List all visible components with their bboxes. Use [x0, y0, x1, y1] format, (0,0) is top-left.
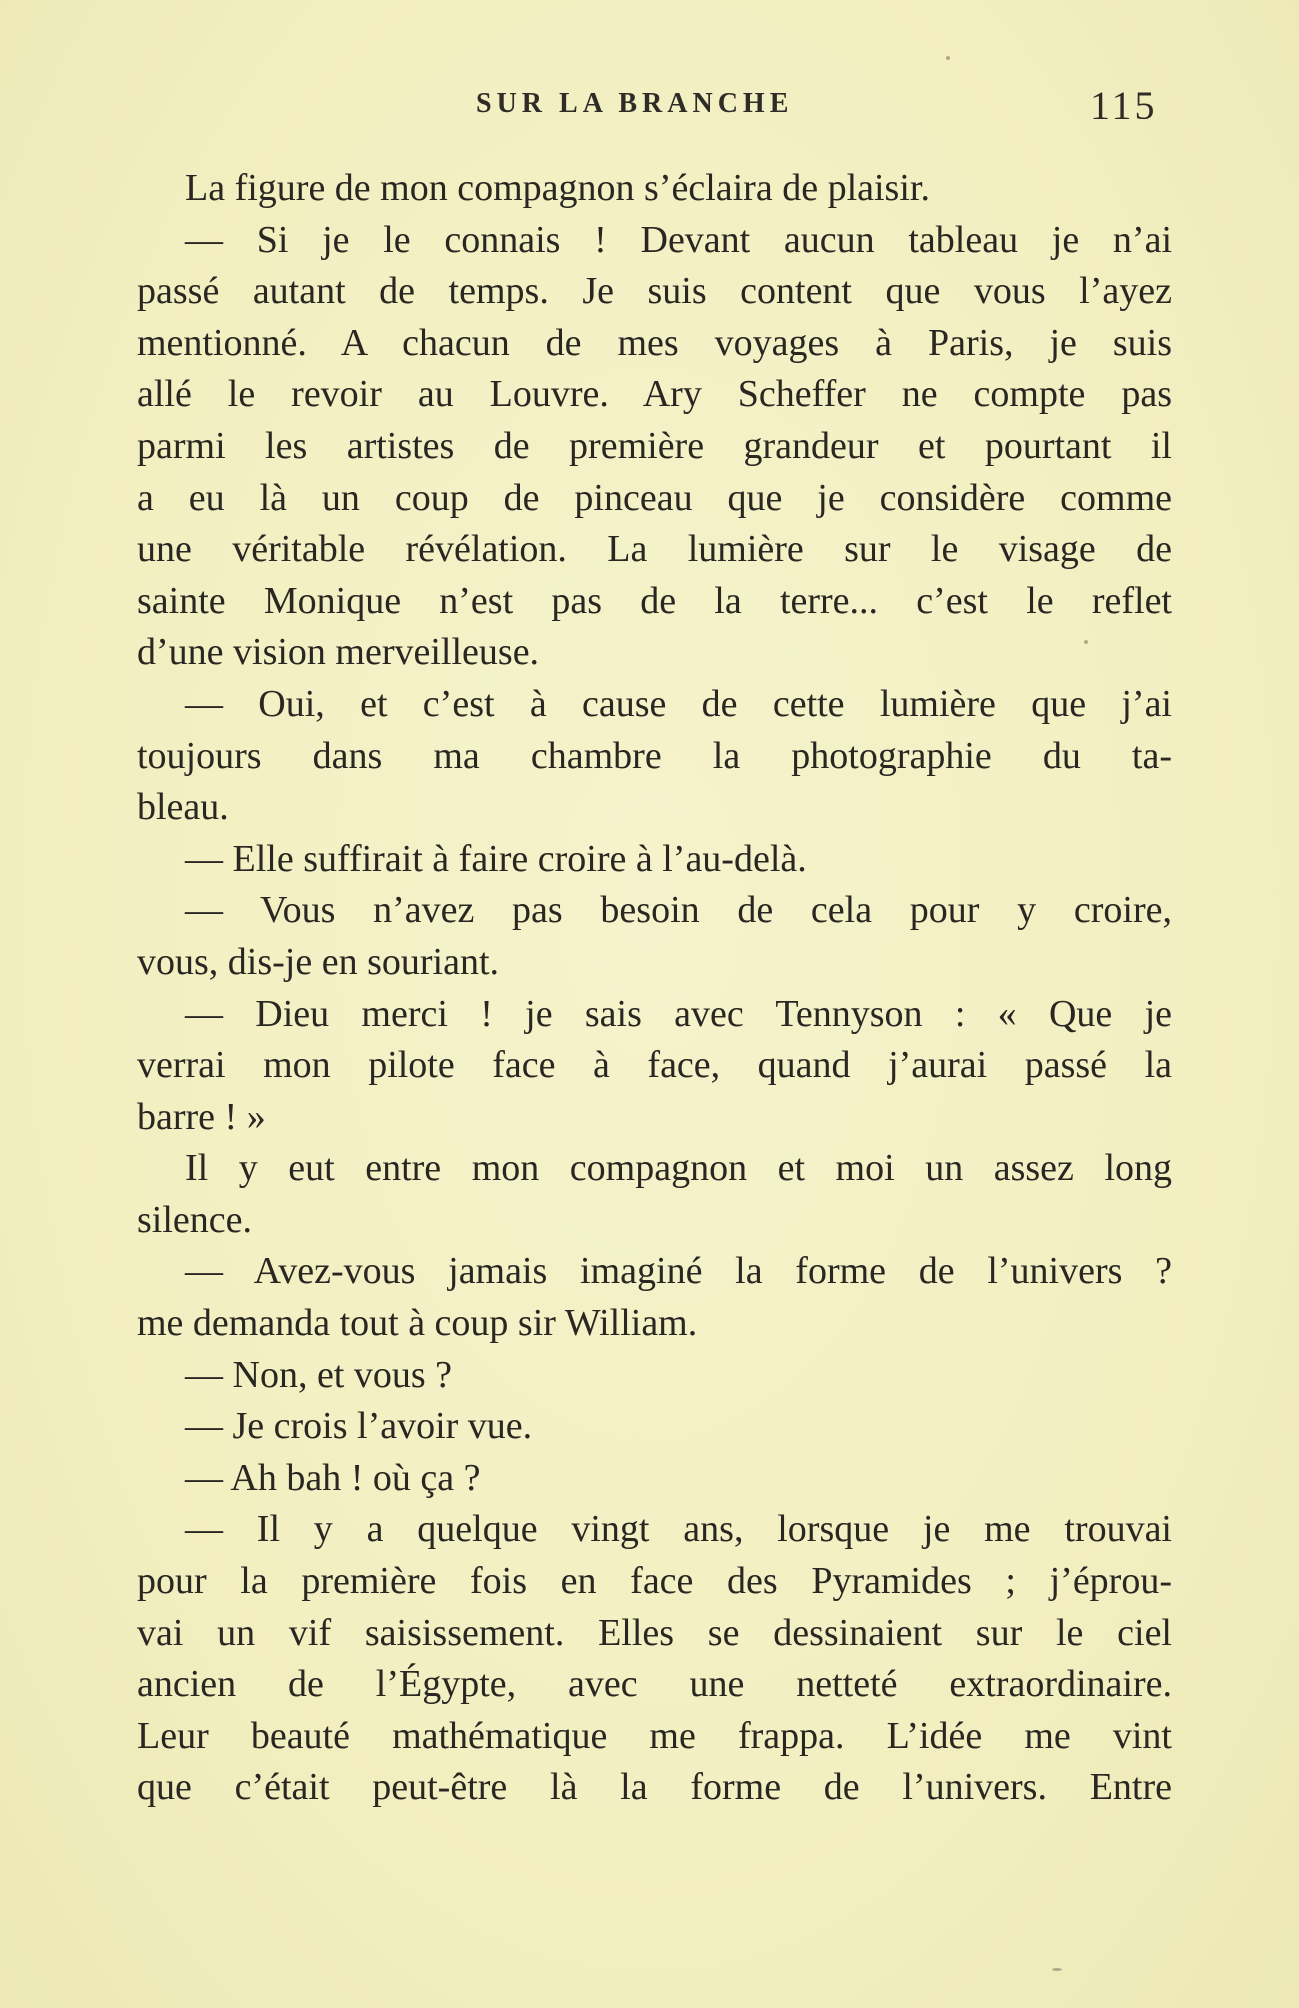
text-line: Il y eut entre mon compagnon et moi un assez long — [185, 1147, 1172, 1190]
text-line: vous, dis-je en souriant. — [137, 940, 500, 983]
text-line: que c’était peut-être là la forme de l’univers. Entre — [137, 1766, 1172, 1809]
text-line: d’une vision merveilleuse. — [137, 631, 540, 674]
body-text — [137, 163, 1172, 1814]
text-line: sainte Monique n’est pas de la terre... c’est le reflet — [137, 579, 1172, 622]
text-line: — Si je le connais ! Devant aucun tableau je n’ai — [185, 218, 1172, 261]
text-line: verrai mon pilote face à face, quand j’aurai passé la — [137, 1044, 1172, 1087]
page-header — [0, 82, 1299, 132]
text-line: a eu là un coup de pinceau que je considère comme — [137, 476, 1172, 519]
text-line: — Il y a quelque vingt ans, lorsque je me trouvai — [185, 1508, 1172, 1551]
text-line: Leur beauté mathématique me frappa. L’idée me vint — [137, 1714, 1172, 1757]
text-line: parmi les artistes de première grandeur et pourtant il — [137, 424, 1172, 467]
running-head: SUR LA BRANCHE — [476, 88, 794, 119]
text-line: La figure de mon compagnon s’éclaira de plaisir. — [185, 167, 930, 209]
text-line: — Oui, et c’est à cause de cette lumière que j’ai — [185, 682, 1172, 725]
text-line: — Non, et vous ? — [185, 1353, 453, 1396]
text-line: bleau. — [137, 786, 229, 829]
text-line: ancien de l’Égypte, avec une netteté extraordinaire. — [137, 1663, 1172, 1706]
text-line: allé le revoir au Louvre. Ary Scheffer ne compte pas — [137, 373, 1172, 416]
text-line: passé autant de temps. Je suis content que vous l’ayez — [137, 270, 1172, 313]
paper-speck — [1052, 1968, 1062, 1971]
text-line: silence. — [137, 1198, 253, 1241]
text-line: vai un vif saisissement. Elles se dessinaient sur le ciel — [137, 1611, 1172, 1654]
text-line: toujours dans ma chambre la photographie du ta- — [137, 734, 1172, 777]
text-line: mentionné. A chacun de mes voyages à Paris, je suis — [137, 321, 1172, 364]
page-number: 115 — [1090, 83, 1158, 128]
text-line: me demanda tout à coup sir William. — [137, 1302, 698, 1345]
text-line: — Elle suffirait à faire croire à l’au-delà. — [185, 837, 807, 880]
text-line: — Ah bah ! où ça ? — [185, 1456, 481, 1499]
paper-speck — [946, 56, 950, 60]
text-line: pour la première fois en face des Pyramides ; j’éprou- — [137, 1560, 1172, 1603]
text-line: — Avez-vous jamais imaginé la forme de l’univers ? — [185, 1250, 1172, 1293]
text-line: barre ! » — [137, 1095, 266, 1138]
text-line: — Dieu merci ! je sais avec Tennyson : « Que je — [185, 992, 1172, 1035]
text-line: une véritable révélation. La lumière sur le visage de — [137, 528, 1172, 571]
text-line: — Je crois l’avoir vue. — [185, 1405, 533, 1448]
text-line: — Vous n’avez pas besoin de cela pour y croire, — [185, 889, 1172, 932]
